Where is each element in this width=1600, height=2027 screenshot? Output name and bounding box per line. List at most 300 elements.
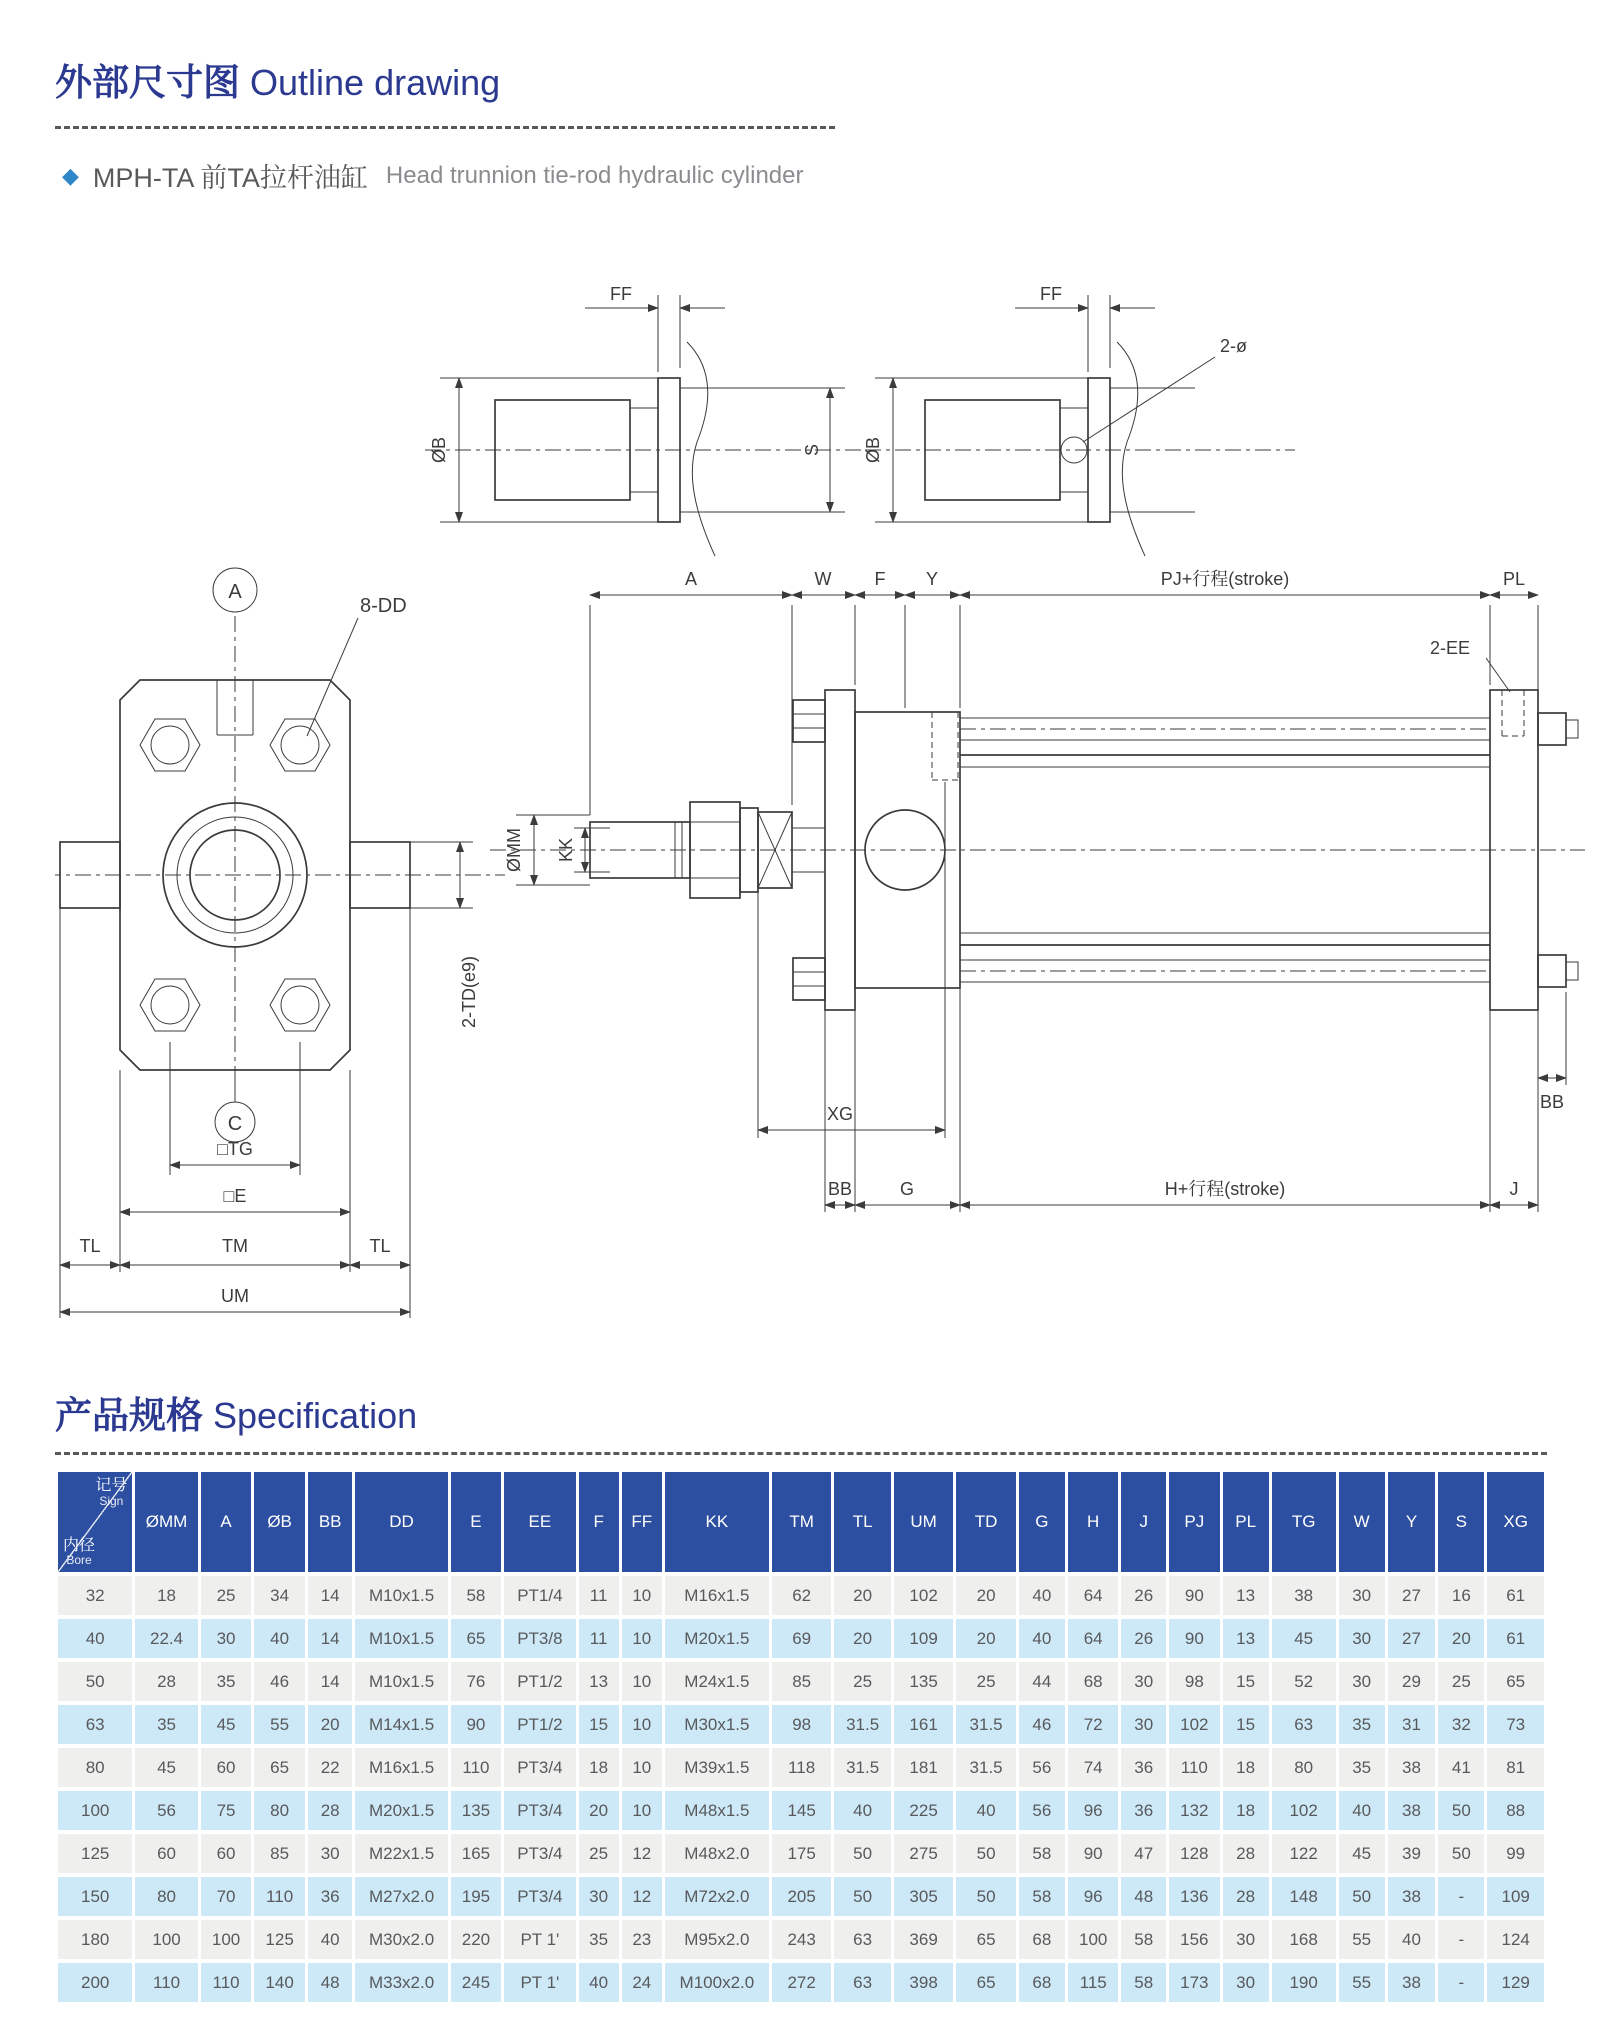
column-header-b: ØB xyxy=(254,1472,305,1572)
spec-cell: 64 xyxy=(1068,1619,1119,1658)
outline-drawing-svg xyxy=(55,250,1585,1365)
outline-section-title xyxy=(55,52,500,106)
spec-cell: 35 xyxy=(1339,1705,1385,1744)
dim-label-ff-1: FF xyxy=(610,284,632,304)
spec-row-32 xyxy=(58,1576,1544,1615)
spec-cell: 118 xyxy=(772,1748,831,1787)
bore-zh: 内径 xyxy=(63,1536,96,1554)
spec-cell: 35 xyxy=(1339,1748,1385,1787)
spec-cell: 135 xyxy=(894,1662,953,1701)
spec-cell: 52 xyxy=(1272,1662,1336,1701)
dim-label-hole: 2-ø xyxy=(1220,336,1247,356)
dim-label-j: J xyxy=(1509,1179,1519,1199)
spec-cell: 31.5 xyxy=(956,1705,1015,1744)
spec-cell: M30x1.5 xyxy=(665,1705,769,1744)
spec-cell: 50 xyxy=(1438,1791,1484,1830)
spec-cell: 44 xyxy=(1019,1662,1065,1701)
spec-cell: 369 xyxy=(894,1920,953,1959)
dim-label-ee: 2-EE xyxy=(1430,638,1471,658)
spec-cell: 76 xyxy=(451,1662,502,1701)
spec-cell: 145 xyxy=(772,1791,831,1830)
bore-cell: 80 xyxy=(58,1748,132,1787)
dim-label-bb-right: BB xyxy=(1539,1092,1565,1112)
product-subtitle xyxy=(62,156,803,195)
spec-cell: 175 xyxy=(772,1834,831,1873)
spec-row-40 xyxy=(58,1619,1544,1658)
spec-cell: 23 xyxy=(622,1920,662,1959)
dim-label-tm: TM xyxy=(222,1236,248,1256)
spec-cell: 90 xyxy=(451,1705,502,1744)
spec-cell: 30 xyxy=(1121,1662,1166,1701)
spec-cell: 15 xyxy=(1223,1705,1269,1744)
spec-cell: 58 xyxy=(1121,1963,1166,2002)
spec-cell: 30 xyxy=(1223,1920,1269,1959)
dim-label-f: F xyxy=(874,569,886,589)
spec-cell: 148 xyxy=(1272,1877,1336,1916)
spec-cell: 56 xyxy=(135,1791,197,1830)
spec-cell: 58 xyxy=(1121,1920,1166,1959)
spec-cell: 63 xyxy=(1272,1705,1336,1744)
spec-cell: 40 xyxy=(1339,1791,1385,1830)
cylinder-side-view xyxy=(490,569,1585,1212)
spec-cell: 63 xyxy=(834,1920,890,1959)
spec-cell: 173 xyxy=(1169,1963,1220,2002)
spec-cell: 12 xyxy=(622,1834,662,1873)
spec-cell: 20 xyxy=(956,1619,1015,1658)
spec-cell: M10x1.5 xyxy=(355,1662,447,1701)
spec-cell: M27x2.0 xyxy=(355,1877,447,1916)
column-header-e: E xyxy=(451,1472,502,1572)
spec-row-100 xyxy=(58,1791,1544,1830)
spec-cell: 96 xyxy=(1068,1791,1119,1830)
spec-row-63 xyxy=(58,1705,1544,1744)
spec-cell: PT3/4 xyxy=(504,1834,575,1873)
spec-cell: 50 xyxy=(1438,1834,1484,1873)
spec-cell: PT3/4 xyxy=(504,1791,575,1830)
column-header-a: A xyxy=(201,1472,252,1572)
spec-cell: 14 xyxy=(308,1619,353,1658)
spec-cell: 124 xyxy=(1487,1920,1544,1959)
dim-label-h: H+行程(stroke) xyxy=(1164,1179,1286,1199)
spec-cell: 100 xyxy=(1068,1920,1119,1959)
spec-cell: 38 xyxy=(1272,1576,1336,1615)
spec-cell: 55 xyxy=(254,1705,305,1744)
spec-cell: 205 xyxy=(772,1877,831,1916)
spec-cell: M16x1.5 xyxy=(665,1576,769,1615)
spec-cell: PT3/4 xyxy=(504,1877,575,1916)
spec-table-area xyxy=(55,1468,1547,2006)
spec-row-150 xyxy=(58,1877,1544,1916)
spec-cell: 65 xyxy=(1487,1662,1544,1701)
spec-cell: 50 xyxy=(956,1877,1015,1916)
spec-cell: 80 xyxy=(1272,1748,1336,1787)
spec-cell: 14 xyxy=(308,1576,353,1615)
spec-cell: 73 xyxy=(1487,1705,1544,1744)
column-header-tg: TG xyxy=(1272,1472,1336,1572)
spec-cell: 35 xyxy=(201,1662,252,1701)
spec-cell: 58 xyxy=(451,1576,502,1615)
spec-cell: 129 xyxy=(1487,1963,1544,2002)
spec-cell: 110 xyxy=(451,1748,502,1787)
column-header-xg: XG xyxy=(1487,1472,1544,1572)
spec-cell: 30 xyxy=(1121,1705,1166,1744)
spec-cell: 70 xyxy=(201,1877,252,1916)
spec-table xyxy=(55,1468,1547,2006)
spec-table-body xyxy=(58,1576,1544,2002)
dim-label-g: G xyxy=(899,1179,915,1199)
spec-cell: 58 xyxy=(1019,1834,1065,1873)
spec-cell: 18 xyxy=(579,1748,619,1787)
spec-cell: 181 xyxy=(894,1748,953,1787)
view-label-a: A xyxy=(228,581,242,603)
spec-cell: 109 xyxy=(894,1619,953,1658)
column-header-pl: PL xyxy=(1223,1472,1269,1572)
spec-cell: 11 xyxy=(579,1619,619,1658)
dim-label-omm: ØMM xyxy=(504,828,524,872)
spec-cell: 28 xyxy=(135,1662,197,1701)
spec-cell: 65 xyxy=(956,1963,1015,2002)
spec-cell: 10 xyxy=(622,1662,662,1701)
dim-label-s: S xyxy=(802,443,822,457)
spec-section-title xyxy=(55,1385,417,1439)
spec-cell: 100 xyxy=(135,1920,197,1959)
dim-label-td: 2-TD(e9) xyxy=(459,955,479,1028)
bore-cell: 180 xyxy=(58,1920,132,1959)
spec-cell: 195 xyxy=(451,1877,502,1916)
spec-cell: 109 xyxy=(1487,1877,1544,1916)
dim-label-y: Y xyxy=(925,569,939,589)
spec-cell: 50 xyxy=(834,1877,890,1916)
spec-cell: 136 xyxy=(1169,1877,1220,1916)
column-header-um: UM xyxy=(894,1472,953,1572)
bore-cell: 150 xyxy=(58,1877,132,1916)
spec-cell: M14x1.5 xyxy=(355,1705,447,1744)
spec-cell: 30 xyxy=(308,1834,353,1873)
spec-cell: M72x2.0 xyxy=(665,1877,769,1916)
spec-cell: M48x2.0 xyxy=(665,1834,769,1873)
spec-cell: 68 xyxy=(1068,1662,1119,1701)
spec-cell: M22x1.5 xyxy=(355,1834,447,1873)
spec-cell: 50 xyxy=(1339,1877,1385,1916)
spec-cell: 39 xyxy=(1388,1834,1436,1873)
spec-cell: 20 xyxy=(579,1791,619,1830)
column-header-f: F xyxy=(579,1472,619,1572)
dim-label-kk: KK xyxy=(556,837,576,863)
spec-cell: 25 xyxy=(201,1576,252,1615)
column-header-tl: TL xyxy=(834,1472,890,1572)
spec-cell: 55 xyxy=(1339,1963,1385,2002)
spec-title-en: Specification xyxy=(213,1395,418,1436)
spec-cell: - xyxy=(1438,1877,1484,1916)
spec-cell: PT3/8 xyxy=(504,1619,575,1658)
spec-cell: 156 xyxy=(1169,1920,1220,1959)
spec-cell: 15 xyxy=(1223,1662,1269,1701)
spec-cell: 32 xyxy=(1438,1705,1484,1744)
spec-cell: 20 xyxy=(834,1576,890,1615)
spec-cell: 10 xyxy=(622,1576,662,1615)
spec-cell: 46 xyxy=(254,1662,305,1701)
view-label-c: C xyxy=(227,1113,243,1135)
spec-cell: 135 xyxy=(451,1791,502,1830)
outline-title-en: Outline drawing xyxy=(250,62,501,103)
spec-cell: 190 xyxy=(1272,1963,1336,2002)
spec-cell: 26 xyxy=(1121,1619,1166,1658)
diamond-bullet-icon: ◆ xyxy=(62,162,79,188)
spec-cell: 20 xyxy=(834,1619,890,1658)
spec-cell: 110 xyxy=(1169,1748,1220,1787)
spec-cell: PT 1' xyxy=(504,1920,575,1959)
column-header-kk: KK xyxy=(665,1472,769,1572)
spec-row-180 xyxy=(58,1920,1544,1959)
spec-cell: M10x1.5 xyxy=(355,1619,447,1658)
spec-cell: 132 xyxy=(1169,1791,1220,1830)
spec-cell: 36 xyxy=(1121,1791,1166,1830)
sign-zh: 记号 xyxy=(95,1477,128,1494)
spec-cell: 26 xyxy=(1121,1576,1166,1615)
spec-cell: M39x1.5 xyxy=(665,1748,769,1787)
column-header-td: TD xyxy=(956,1472,1015,1572)
spec-cell: 74 xyxy=(1068,1748,1119,1787)
spec-cell: 15 xyxy=(579,1705,619,1744)
spec-row-125 xyxy=(58,1834,1544,1873)
dim-label-a: A xyxy=(684,569,698,589)
spec-cell: PT 1' xyxy=(504,1963,575,2002)
spec-cell: 10 xyxy=(622,1791,662,1830)
outline-drawing-area xyxy=(55,250,1585,1365)
bore-cell: 40 xyxy=(58,1619,132,1658)
spec-cell: 98 xyxy=(1169,1662,1220,1701)
dim-label-tl-right: TL xyxy=(369,1236,391,1256)
spec-cell: 50 xyxy=(834,1834,890,1873)
spec-cell: 102 xyxy=(894,1576,953,1615)
spec-cell: 90 xyxy=(1068,1834,1119,1873)
spec-cell: 305 xyxy=(894,1877,953,1916)
spec-cell: 38 xyxy=(1388,1791,1436,1830)
spec-cell: 28 xyxy=(1223,1834,1269,1873)
spec-cell: - xyxy=(1438,1963,1484,2002)
spec-cell: 140 xyxy=(254,1963,305,2002)
spec-cell: 56 xyxy=(1019,1748,1065,1787)
spec-cell: 61 xyxy=(1487,1576,1544,1615)
dim-label-ob-1: ØB xyxy=(429,436,449,464)
spec-cell: 25 xyxy=(834,1662,890,1701)
bore-cell: 125 xyxy=(58,1834,132,1873)
dim-label-w: W xyxy=(814,569,832,589)
bore-cell: 100 xyxy=(58,1791,132,1830)
spec-cell: 90 xyxy=(1169,1576,1220,1615)
spec-cell: M16x1.5 xyxy=(355,1748,447,1787)
spec-cell: 275 xyxy=(894,1834,953,1873)
dim-label-bb-left: BB xyxy=(827,1179,853,1199)
dim-label-xg: XG xyxy=(826,1104,854,1124)
spec-cell: 110 xyxy=(201,1963,252,2002)
corner-bore-label xyxy=(63,1538,95,1567)
spec-cell: 45 xyxy=(1339,1834,1385,1873)
spec-cell: 11 xyxy=(579,1576,619,1615)
spec-cell: 47 xyxy=(1121,1834,1166,1873)
spec-cell: 110 xyxy=(254,1877,305,1916)
rod-end-view-2 xyxy=(863,284,1295,556)
spec-cell: 28 xyxy=(308,1791,353,1830)
spec-cell: 68 xyxy=(1019,1963,1065,2002)
dim-label-ob-2: ØB xyxy=(863,436,883,464)
spec-cell: 245 xyxy=(451,1963,502,2002)
spec-cell: 31.5 xyxy=(834,1705,890,1744)
spec-cell: 65 xyxy=(451,1619,502,1658)
spec-cell: 20 xyxy=(308,1705,353,1744)
spec-cell: 90 xyxy=(1169,1619,1220,1658)
column-header-y: Y xyxy=(1388,1472,1436,1572)
divider-dashed-2 xyxy=(55,1452,1547,1455)
spec-cell: 88 xyxy=(1487,1791,1544,1830)
spec-cell: 85 xyxy=(772,1662,831,1701)
spec-cell: 13 xyxy=(1223,1576,1269,1615)
dim-label-dd: 8-DD xyxy=(360,595,407,617)
spec-cell: 40 xyxy=(579,1963,619,2002)
column-header-mm: ØMM xyxy=(135,1472,197,1572)
spec-cell: 60 xyxy=(201,1748,252,1787)
spec-cell: 60 xyxy=(135,1834,197,1873)
spec-cell: 16 xyxy=(1438,1576,1484,1615)
spec-cell: 99 xyxy=(1487,1834,1544,1873)
spec-cell: 18 xyxy=(135,1576,197,1615)
spec-cell: 30 xyxy=(1339,1576,1385,1615)
spec-cell: 29 xyxy=(1388,1662,1436,1701)
spec-cell: 122 xyxy=(1272,1834,1336,1873)
spec-cell: M48x1.5 xyxy=(665,1791,769,1830)
column-header-dd: DD xyxy=(355,1472,447,1572)
spec-cell: 10 xyxy=(622,1705,662,1744)
spec-title-zh: 产品规格 xyxy=(55,1395,203,1436)
spec-cell: 40 xyxy=(254,1619,305,1658)
spec-cell: 48 xyxy=(1121,1877,1166,1916)
spec-cell: 81 xyxy=(1487,1748,1544,1787)
spec-cell: 31.5 xyxy=(834,1748,890,1787)
spec-cell: 80 xyxy=(254,1791,305,1830)
spec-cell: 165 xyxy=(451,1834,502,1873)
spec-cell: 41 xyxy=(1438,1748,1484,1787)
spec-cell: 30 xyxy=(579,1877,619,1916)
product-model: MPH-TA 前TA拉杆油缸 xyxy=(92,163,368,193)
spec-cell: M10x1.5 xyxy=(355,1576,447,1615)
spec-cell: 24 xyxy=(622,1963,662,2002)
bore-cell: 50 xyxy=(58,1662,132,1701)
spec-cell: 110 xyxy=(135,1963,197,2002)
spec-cell: M20x1.5 xyxy=(355,1791,447,1830)
outline-title-zh: 外部尺寸图 xyxy=(55,62,240,103)
spec-cell: 20 xyxy=(956,1576,1015,1615)
dim-label-pl: PL xyxy=(1502,569,1526,589)
dim-label-ff-2: FF xyxy=(1040,284,1062,304)
spec-cell: 100 xyxy=(201,1920,252,1959)
spec-cell: PT1/2 xyxy=(504,1705,575,1744)
column-header-w: W xyxy=(1339,1472,1385,1572)
spec-cell: 161 xyxy=(894,1705,953,1744)
spec-cell: 243 xyxy=(772,1920,831,1959)
spec-cell: 61 xyxy=(1487,1619,1544,1658)
spec-cell: 72 xyxy=(1068,1705,1119,1744)
corner-sign-label xyxy=(95,1478,127,1507)
front-flange-view xyxy=(55,568,505,1318)
spec-cell: 18 xyxy=(1223,1748,1269,1787)
spec-row-80 xyxy=(58,1748,1544,1787)
dim-label-tg: □TG xyxy=(217,1139,253,1159)
spec-cell: 60 xyxy=(201,1834,252,1873)
spec-cell: 40 xyxy=(956,1791,1015,1830)
bore-cell: 63 xyxy=(58,1705,132,1744)
spec-cell: 31.5 xyxy=(956,1748,1015,1787)
dim-label-tl-left: TL xyxy=(79,1236,101,1256)
spec-cell: 20 xyxy=(1438,1619,1484,1658)
spec-cell: 64 xyxy=(1068,1576,1119,1615)
spec-cell: M24x1.5 xyxy=(665,1662,769,1701)
spec-cell: - xyxy=(1438,1920,1484,1959)
spec-cell: 220 xyxy=(451,1920,502,1959)
column-header-g: G xyxy=(1019,1472,1065,1572)
spec-cell: 22 xyxy=(308,1748,353,1787)
spec-cell: 85 xyxy=(254,1834,305,1873)
spec-row-200 xyxy=(58,1963,1544,2002)
column-header-tm: TM xyxy=(772,1472,831,1572)
spec-cell: M30x2.0 xyxy=(355,1920,447,1959)
column-header-j: J xyxy=(1121,1472,1166,1572)
spec-cell: 30 xyxy=(1339,1662,1385,1701)
spec-cell: 102 xyxy=(1272,1791,1336,1830)
spec-cell: 45 xyxy=(201,1705,252,1744)
spec-cell: 96 xyxy=(1068,1877,1119,1916)
spec-cell: 36 xyxy=(1121,1748,1166,1787)
spec-cell: 40 xyxy=(1019,1576,1065,1615)
bore-cell: 32 xyxy=(58,1576,132,1615)
column-header-h: H xyxy=(1068,1472,1119,1572)
spec-cell: 102 xyxy=(1169,1705,1220,1744)
spec-cell: M33x2.0 xyxy=(355,1963,447,2002)
dim-label-e: □E xyxy=(223,1186,247,1206)
spec-header-row xyxy=(58,1472,1544,1572)
spec-row-50 xyxy=(58,1662,1544,1701)
spec-cell: 25 xyxy=(579,1834,619,1873)
spec-cell: 58 xyxy=(1019,1877,1065,1916)
column-header-ee: EE xyxy=(504,1472,575,1572)
spec-cell: 27 xyxy=(1388,1619,1436,1658)
corner-header-cell xyxy=(58,1472,132,1572)
spec-cell: 65 xyxy=(254,1748,305,1787)
spec-cell: PT1/4 xyxy=(504,1576,575,1615)
spec-cell: 62 xyxy=(772,1576,831,1615)
spec-cell: 398 xyxy=(894,1963,953,2002)
spec-cell: 35 xyxy=(579,1920,619,1959)
product-description: Head trunnion tie-rod hydraulic cylinder xyxy=(385,161,804,189)
spec-cell: 48 xyxy=(308,1963,353,2002)
spec-cell: M20x1.5 xyxy=(665,1619,769,1658)
column-header-s: S xyxy=(1438,1472,1484,1572)
spec-cell: 115 xyxy=(1068,1963,1119,2002)
spec-cell: PT1/2 xyxy=(504,1662,575,1701)
spec-cell: 35 xyxy=(135,1705,197,1744)
spec-cell: 28 xyxy=(1223,1877,1269,1916)
spec-cell: 69 xyxy=(772,1619,831,1658)
spec-cell: 65 xyxy=(956,1920,1015,1959)
spec-cell: 30 xyxy=(201,1619,252,1658)
column-header-ff: FF xyxy=(622,1472,662,1572)
divider-dashed-1 xyxy=(55,126,835,129)
spec-cell: M95x2.0 xyxy=(665,1920,769,1959)
spec-cell: 45 xyxy=(135,1748,197,1787)
spec-cell: 45 xyxy=(1272,1619,1336,1658)
sign-en: Sign xyxy=(99,1493,124,1508)
spec-cell: 22.4 xyxy=(135,1619,197,1658)
spec-cell: 40 xyxy=(308,1920,353,1959)
